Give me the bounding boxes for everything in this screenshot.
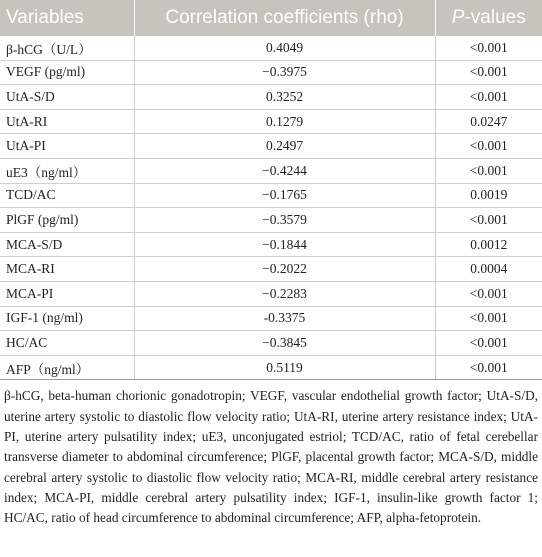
p-value-cell: <0.001 (435, 158, 542, 183)
p-value-cell: <0.001 (435, 355, 542, 380)
header-correlation: Correlation coefficients (rho) (134, 0, 435, 36)
variable-cell: IGF-1 (ng/ml) (0, 306, 134, 331)
p-value-cell: <0.001 (435, 281, 542, 306)
table-header (0, 0, 542, 36)
table-row (0, 331, 542, 356)
header-p-italic: P (451, 7, 465, 28)
p-value-cell: <0.001 (435, 60, 542, 85)
variable-cell: β-hCG（U/L） (0, 36, 134, 60)
table-row (0, 36, 542, 60)
p-value-cell: <0.001 (435, 306, 542, 331)
rho-cell: -0.3375 (134, 306, 435, 331)
rho-cell: 0.1279 (134, 109, 435, 134)
variable-cell: UtA-RI (0, 109, 134, 134)
table-footnote: β-hCG, beta-human chorionic gonadotropin; VEGF, vascular endothelial growth factor; UtA-S/D, uterine artery systolic to diastolic flow velocity ratio; UtA-RI, uterine artery resistance index; UtA-PI, uterine artery pulsatility index; uE3, unconjugated estriol; TCD/AC, ratio of fetal cerebellar transverse diameter to abdominal circumference; PlGF, placental growth factor; MCA-S/D, middle cerebral artery systolic to diastolic flow velocity ratio; MCA-RI, middle cerebral artery resistance index; MCA-PI, middle cerebral artery pulsatility index; IGF-1, insulin-like growth factor 1; HC/AC, ratio of head circumference to abdominal circumference; AFP, alpha-fetoprotein. (4, 388, 538, 526)
table-row (0, 60, 542, 85)
p-value-cell: <0.001 (435, 134, 542, 159)
header-p-suffix: -values (464, 7, 526, 28)
header-row (0, 0, 542, 36)
p-value-cell: 0.0012 (435, 232, 542, 257)
rho-cell: −0.1844 (134, 232, 435, 257)
table-body (0, 36, 542, 380)
rho-cell: −0.2022 (134, 257, 435, 282)
variable-cell: UtA-PI (0, 134, 134, 159)
table-row (0, 208, 542, 233)
table-row (0, 281, 542, 306)
p-value-cell: 0.0004 (435, 257, 542, 282)
table-row (0, 355, 542, 380)
table-row (0, 109, 542, 134)
p-value-cell: <0.001 (435, 85, 542, 110)
variable-cell: AFP（ng/ml） (0, 355, 134, 380)
header-variables: Variables (6, 7, 84, 28)
variable-cell: MCA-S/D (0, 232, 134, 257)
table-row (0, 257, 542, 282)
table-row (0, 183, 542, 208)
variable-cell: UtA-S/D (0, 85, 134, 110)
p-value-cell: <0.001 (435, 36, 542, 60)
variable-cell: PlGF (pg/ml) (0, 208, 134, 233)
rho-cell: 0.3252 (134, 85, 435, 110)
variable-cell: MCA-RI (0, 257, 134, 282)
rho-cell: −0.2283 (134, 281, 435, 306)
rho-cell: −0.3975 (134, 60, 435, 85)
variable-cell: TCD/AC (0, 183, 134, 208)
variable-cell: uE3（ng/ml） (0, 158, 134, 183)
header-p-values (435, 0, 542, 36)
p-value-cell: <0.001 (435, 331, 542, 356)
table-row (0, 85, 542, 110)
rho-cell: 0.5119 (134, 355, 435, 380)
table-row (0, 134, 542, 159)
rho-cell: 0.2497 (134, 134, 435, 159)
variable-cell: MCA-PI (0, 281, 134, 306)
p-value-cell: 0.0019 (435, 183, 542, 208)
rho-cell: −0.3845 (134, 331, 435, 356)
rho-cell: −0.4244 (134, 158, 435, 183)
p-value-cell: 0.0247 (435, 109, 542, 134)
table-row (0, 232, 542, 257)
variable-cell: HC/AC (0, 331, 134, 356)
p-value-cell: <0.001 (435, 208, 542, 233)
rho-cell: −0.3579 (134, 208, 435, 233)
table-row (0, 306, 542, 331)
rho-cell: −0.1765 (134, 183, 435, 208)
table-row (0, 158, 542, 183)
variable-cell: VEGF (pg/ml) (0, 60, 134, 85)
rho-cell: 0.4049 (134, 36, 435, 60)
